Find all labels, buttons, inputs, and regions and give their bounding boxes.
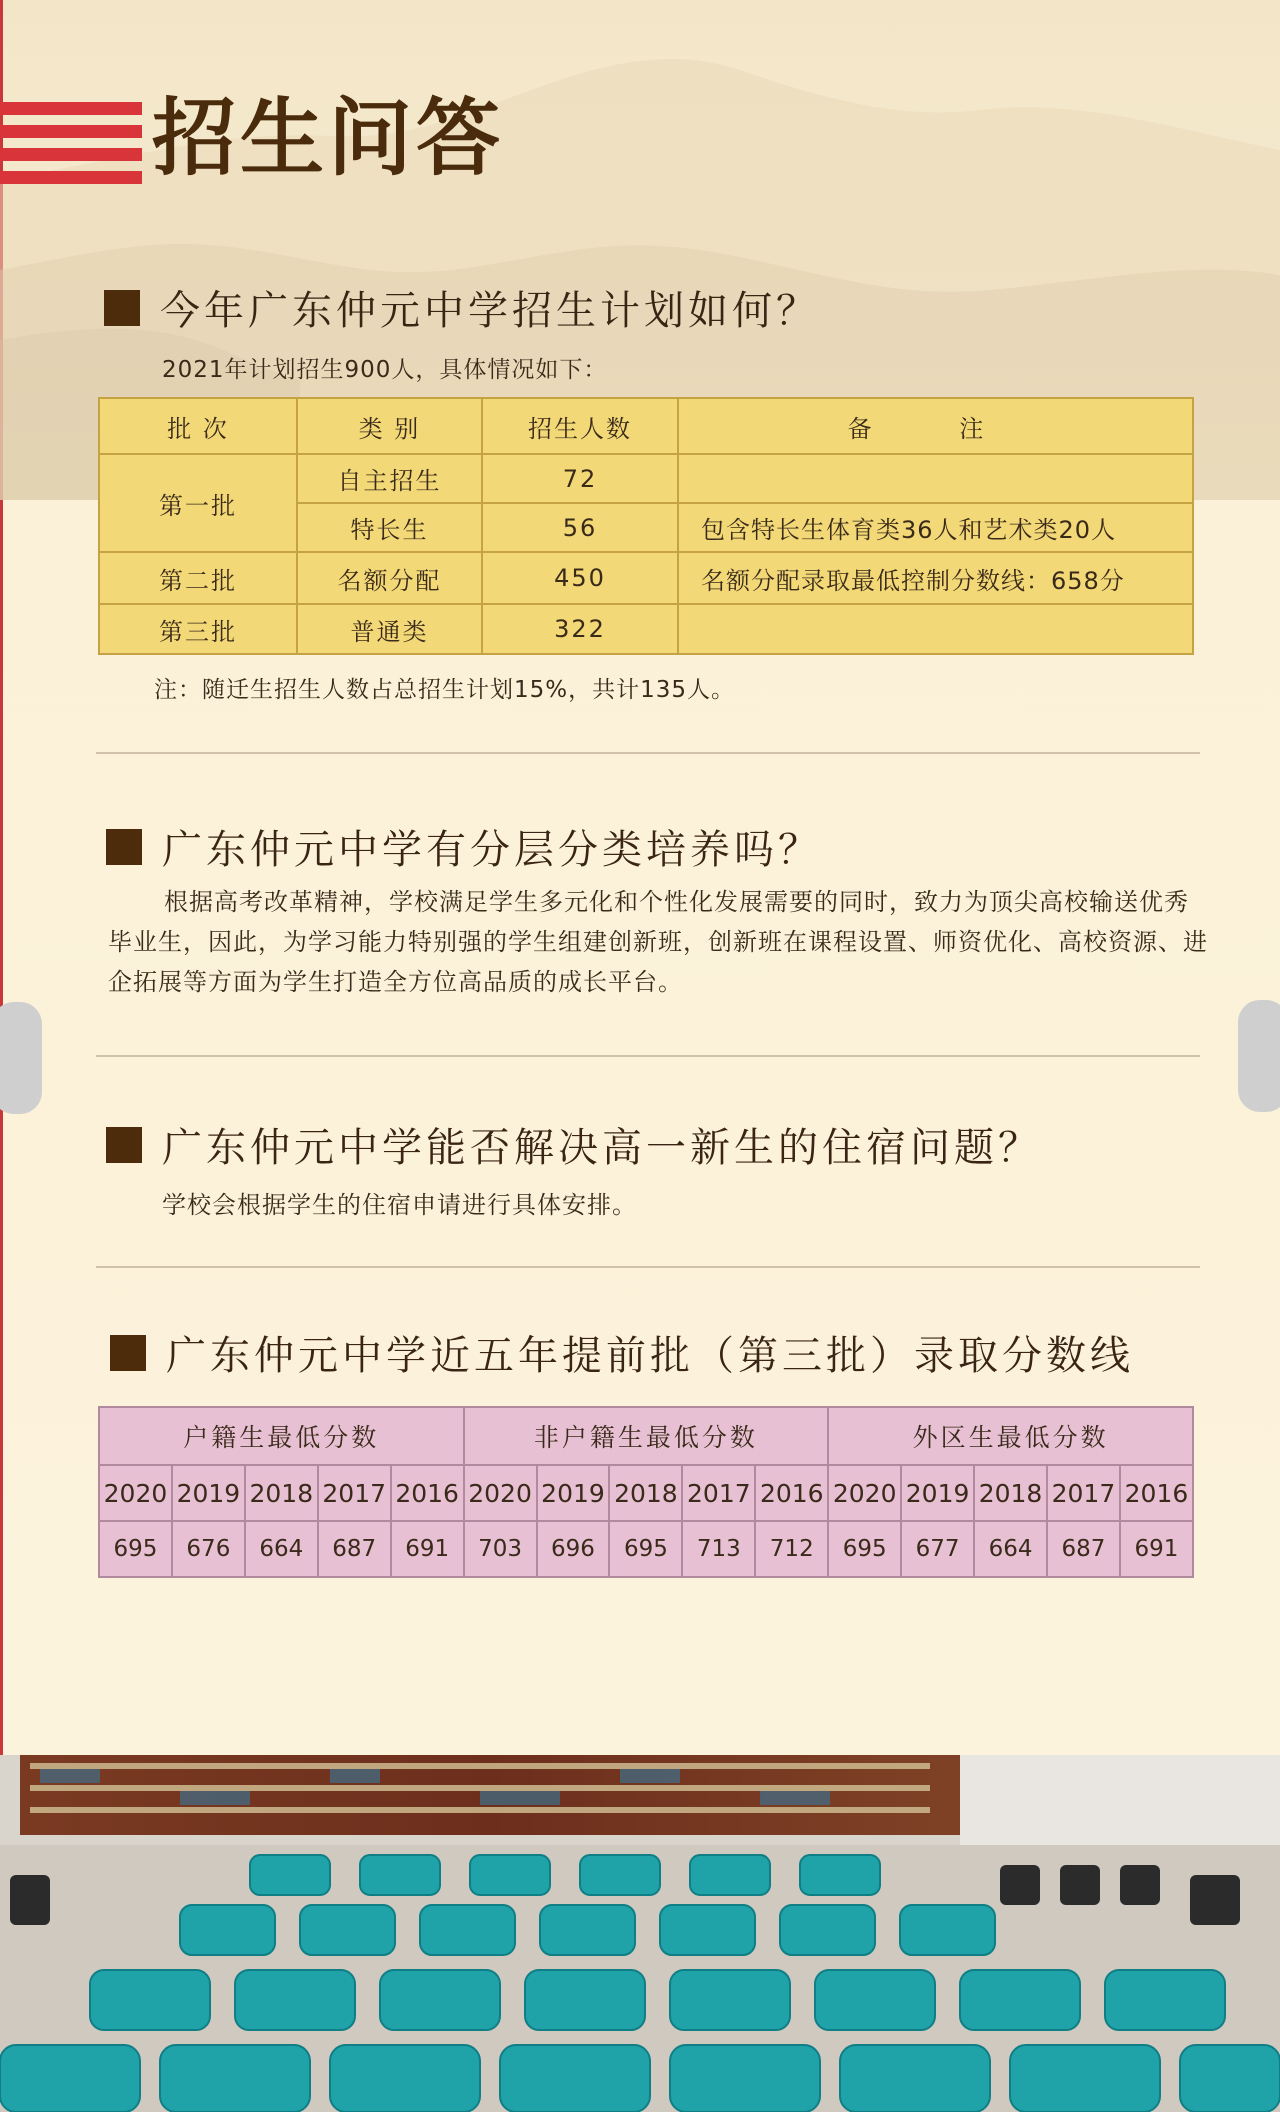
year-cell: 2019 — [537, 1465, 610, 1521]
score-cell: 687 — [1047, 1521, 1120, 1577]
remark-cell: 包含特长生体育类36人和艺术类20人 — [678, 503, 1193, 552]
seal-stamp-left-icon — [0, 1002, 42, 1114]
batch-cell: 第一批 — [99, 454, 297, 552]
divider — [96, 1055, 1200, 1057]
header-cell: 招生人数 — [482, 398, 678, 454]
remark-cell — [678, 454, 1193, 503]
batch-cell: 第二批 — [99, 552, 297, 604]
year-cell: 2016 — [1120, 1465, 1193, 1521]
tiered-training-paragraph — [108, 882, 1208, 1002]
score-cell: 703 — [464, 1521, 537, 1577]
library-photo — [0, 1755, 1280, 2112]
header-cell: 类 别 — [297, 398, 482, 454]
square-bullet-icon — [106, 829, 142, 865]
header-cell: 批 次 — [99, 398, 297, 454]
table-header-row — [99, 398, 1193, 454]
group-header-cell: 户籍生最低分数 — [99, 1407, 464, 1465]
enrollment-plan-table — [98, 397, 1194, 655]
year-cell: 2017 — [318, 1465, 391, 1521]
score-cell: 713 — [682, 1521, 755, 1577]
group-header-row — [99, 1407, 1193, 1465]
section-title: 广东仲元中学近五年提前批（第三批）录取分数线 — [166, 1333, 1134, 1379]
score-cell: 687 — [318, 1521, 391, 1577]
year-cell: 2016 — [755, 1465, 828, 1521]
section-heading-scores — [110, 1324, 1134, 1381]
section-title: 广东仲元中学有分层分类培养吗？ — [162, 827, 822, 873]
score-cell: 691 — [391, 1521, 464, 1577]
remark-cell: 名额分配录取最低控制分数线：658分 — [678, 552, 1193, 604]
square-bullet-icon — [106, 1127, 142, 1163]
seal-stamp-right-icon — [1238, 1000, 1280, 1112]
category-cell: 普通类 — [297, 604, 482, 654]
year-cell: 2017 — [682, 1465, 755, 1521]
category-cell: 特长生 — [297, 503, 482, 552]
year-cell: 2019 — [901, 1465, 974, 1521]
plan-intro: 2021年计划招生900人，具体情况如下： — [162, 357, 608, 383]
category-cell: 名额分配 — [297, 552, 482, 604]
table-row — [99, 552, 1193, 604]
admission-score-table — [98, 1406, 1194, 1578]
year-cell: 2019 — [172, 1465, 245, 1521]
year-cell: 2018 — [245, 1465, 318, 1521]
year-cell: 2016 — [391, 1465, 464, 1521]
score-cell: 696 — [537, 1521, 610, 1577]
score-cell: 664 — [974, 1521, 1047, 1577]
section-heading-tiered — [106, 818, 822, 875]
table-row — [99, 604, 1193, 654]
year-cell: 2018 — [974, 1465, 1047, 1521]
score-cell: 695 — [99, 1521, 172, 1577]
year-cell: 2018 — [609, 1465, 682, 1521]
square-bullet-icon — [104, 290, 140, 326]
section-title: 广东仲元中学能否解决高一新生的住宿问题？ — [162, 1125, 1042, 1171]
section-heading-housing — [106, 1116, 1042, 1173]
group-header-cell: 外区生最低分数 — [828, 1407, 1193, 1465]
year-cell: 2017 — [1047, 1465, 1120, 1521]
year-cell: 2020 — [464, 1465, 537, 1521]
score-row — [99, 1521, 1193, 1577]
score-cell: 695 — [609, 1521, 682, 1577]
score-cell: 676 — [172, 1521, 245, 1577]
score-cell: 677 — [901, 1521, 974, 1577]
housing-answer: 学校会根据学生的住宿申请进行具体安排。 — [162, 1191, 637, 1219]
count-cell: 56 — [482, 503, 678, 552]
score-cell: 695 — [828, 1521, 901, 1577]
square-bullet-icon — [110, 1335, 146, 1371]
remark-cell — [678, 604, 1193, 654]
score-cell: 691 — [1120, 1521, 1193, 1577]
divider — [96, 1266, 1200, 1268]
section-heading-plan — [104, 279, 820, 336]
group-header-cell: 非户籍生最低分数 — [464, 1407, 829, 1465]
year-header-row — [99, 1465, 1193, 1521]
count-cell: 322 — [482, 604, 678, 654]
count-cell: 72 — [482, 454, 678, 503]
year-cell: 2020 — [99, 1465, 172, 1521]
page-title: 招生问答 — [152, 89, 505, 187]
batch-cell: 第三批 — [99, 604, 297, 654]
header-cell: 备 注 — [678, 398, 1193, 454]
category-cell: 自主招生 — [297, 454, 482, 503]
section-title: 今年广东仲元中学招生计划如何？ — [160, 288, 820, 334]
header-stripes-icon — [0, 102, 142, 184]
divider — [96, 752, 1200, 754]
plan-note: 注：随迁生招生人数占总招生计划15%，共计135人。 — [154, 677, 736, 703]
paragraph-text: 根据高考改革精神，学校满足学生多元化和个性化发展需要的同时，致力为顶尖高校输送优秀毕业生，因此，为学习能力特别强的学生组建创新班，创新班在课程设置、师资优化、高校资源、进企拓展等方面为学生打造全方位高品质的成长平台。 — [108, 888, 1208, 996]
score-cell: 664 — [245, 1521, 318, 1577]
score-cell: 712 — [755, 1521, 828, 1577]
table-row — [99, 454, 1193, 503]
count-cell: 450 — [482, 552, 678, 604]
year-cell: 2020 — [828, 1465, 901, 1521]
